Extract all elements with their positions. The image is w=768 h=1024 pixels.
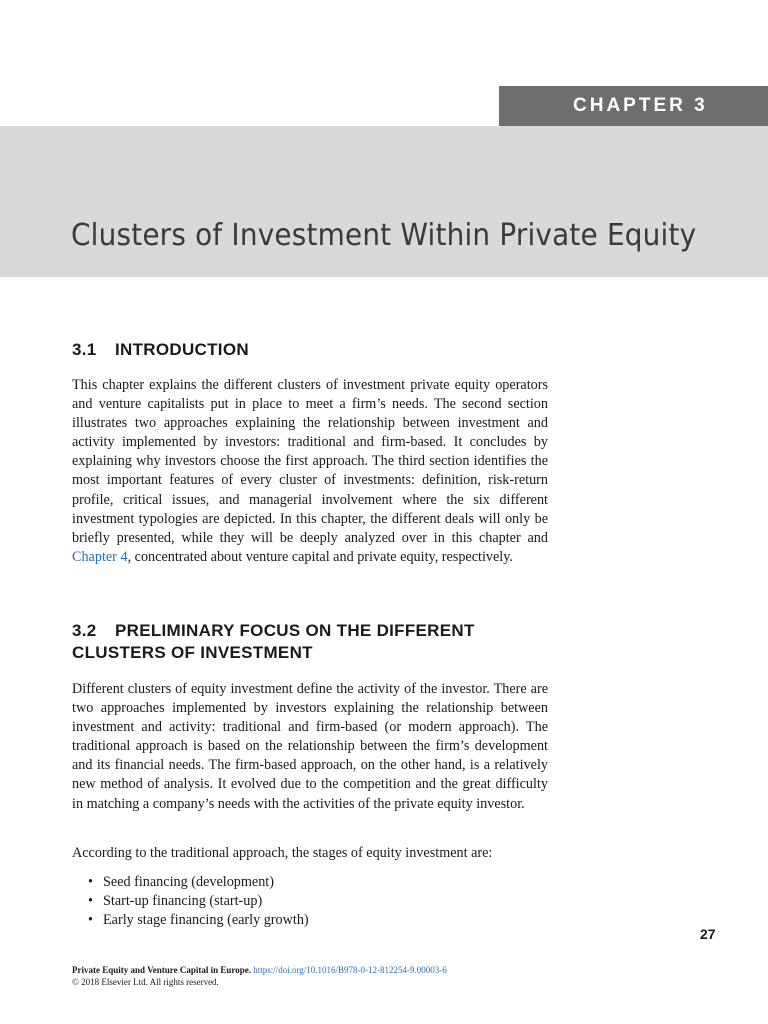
chapter-title: Clusters of Investment Within Private Equity xyxy=(71,218,697,253)
section-title: INTRODUCTION xyxy=(115,340,249,359)
page-number: 27 xyxy=(700,926,716,942)
section-heading-introduction xyxy=(72,339,548,361)
section-title-line-1: PRELIMINARY FOCUS ON THE DIFFERENT xyxy=(115,621,475,640)
section-title-line-2: CLUSTERS OF INVESTMENT xyxy=(72,643,313,662)
title-band xyxy=(0,126,768,277)
stages-intro-paragraph: According to the traditional approach, the stages of equity investment are: xyxy=(72,845,493,861)
footer-copyright: © 2018 Elsevier Ltd. All rights reserved. xyxy=(72,977,219,987)
intro-text-end: , concentrated about venture capital and private equity, respectively. xyxy=(127,548,513,565)
list-item-text: Seed financing (development) xyxy=(103,874,274,890)
list-item: • Early stage financing (early growth) xyxy=(88,912,309,929)
list-item: • Start-up financing (start-up) xyxy=(88,893,263,910)
focus-paragraph: Different clusters of equity investment define the activity of the investor. There are two approaches implemented by investors explaining the relationship between investment and activity: traditional and firm-based (or modern approach). The traditional approach is based on the relationship between the firm’s development and its financial needs. The firm-based approach, on the other hand, is a relatively new method of analysis. It evolved due to the competition and the great difficulty in matching a company’s needs with the activities of the private equity investor. xyxy=(72,681,548,812)
list-item-text: Early stage financing (early growth) xyxy=(103,912,309,929)
list-item: • Seed financing (development) xyxy=(88,874,274,890)
footer-book-title: Private Equity and Venture Capital in Europe. xyxy=(72,965,251,975)
stages-list xyxy=(72,873,548,930)
doi-link[interactable]: https://doi.org/10.1016/B978-0-12-812254-9.00003-6 xyxy=(253,965,447,975)
list-item-text: Start-up financing (start-up) xyxy=(103,893,263,910)
section-heading-preliminary-focus xyxy=(72,620,548,664)
intro-paragraph xyxy=(72,376,548,567)
intro-text-start: This chapter explains the different clusters of investment private equity operators and venture capitalists put in place to meet a firm’s needs. The second section illustrates two approaches explaining the relationship between investment and activity implemented by investors: traditional and firm-based. It concludes by explaining why investors choose the first approach. The third section identifies the most important features of every cluster of investments: definition, risk-return profile, critical issues, and managerial involvement where the six different investment typologies are depicted. In this chapter, the different deals will only be briefly presented, while they will be deeply analyzed over in this chapter and xyxy=(72,377,548,546)
chapter-4-link[interactable]: Chapter 4 xyxy=(72,548,128,565)
footer xyxy=(72,964,672,988)
section-number: 3.1 xyxy=(72,340,97,359)
chapter-label: CHAPTER 3 xyxy=(499,86,768,126)
section-number: 3.2 xyxy=(72,621,97,640)
